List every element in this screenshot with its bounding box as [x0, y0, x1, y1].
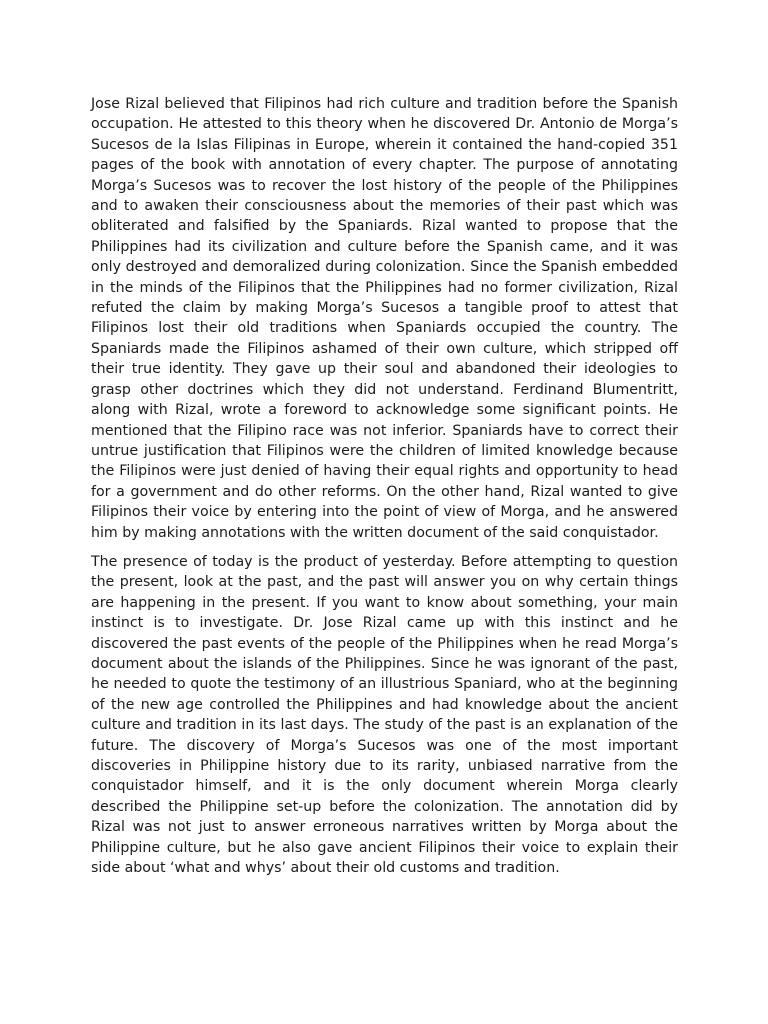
body-paragraph: The presence of today is the product of yesterday. Before attempting to question the present, look at the past, and the past will answer you on why certain things are happening in the present. If you want to know about something, your main instinct is to investigate. Dr. Jose Rizal came up with this instinct and he discovered the past events of the people of the Philippines when he read Morga’s document about the islands of the Philippines. Since he was ignorant of the past, he needed to quote the testimony of an illustrious Spaniard, who at the beginning of the new age controlled the Philippines and had knowledge about the ancient culture and tradition in its last days. The study of the past is an explanation of the future. The discovery of Morga’s Sucesos was one of the most important discoveries in Philippine history due to its rarity, unbiased narrative from the conquistador himself, and it is the only document wherein Morga clearly described the Philippine set-up before the colonization. The annotation did by Rizal was not just to answer erroneous narratives written by Morga about the Philippine culture, but he also gave ancient Filipinos their voice to explain their side about ‘what and whys’ about their old customs and tradition. — [91, 553, 678, 877]
document-page — [91, 94, 678, 887]
body-paragraph: Jose Rizal believed that Filipinos had rich culture and tradition before the Spanish occupation. He attested to this theory when he discovered Dr. Antonio de Morga’s Sucesos de la Islas Filipinas in Europe, wherein it contained the hand-copied 351 pages of the book with annotation of every chapter. The purpose of annotating Morga’s Sucesos was to recover the lost history of the people of the Philippines and to awaken their consciousness about the memories of their past which was obliterated and falsified by the Spaniards. Rizal wanted to propose that the Philippines had its civilization and culture before the Spanish came, and it was only destroyed and demoralized during colonization. Since the Spanish embedded in the minds of the Filipinos that the Philippines had no former civilization, Rizal refuted the claim by making Morga’s Sucesos a tangible proof to attest that Filipinos lost their old traditions when Spaniards occupied the country. The Spaniards made the Filipinos ashamed of their own culture, which stripped off their true identity. They gave up their soul and abandoned their ideologies to grasp other doctrines which they did not understand. Ferdinand Blumentritt, along with Rizal, wrote a foreword to acknowledge some significant points. He mentioned that the Filipino race was not inferior. Spaniards have to correct their untrue justification that Filipinos were the children of limited knowledge because the Filipinos were just denied of having their equal rights and opportunity to head for a government and do other reforms. On the other hand, Rizal wanted to give Filipinos their voice by entering into the point of view of Morga, and he answered him by making annotations with the written document of the said conquistador. — [91, 96, 678, 541]
